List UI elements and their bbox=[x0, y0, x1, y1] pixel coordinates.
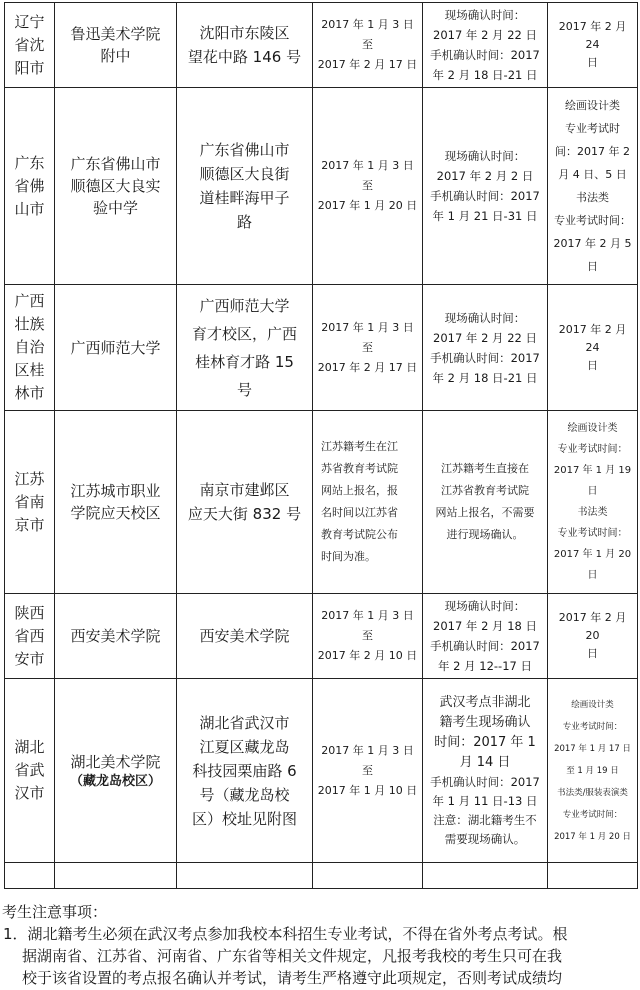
exam-site-table bbox=[4, 2, 638, 889]
confirm-cell: 现场确认时间： 2017 年 2 月 22 日 手机确认时间：2017 年 2 月 18 日-21 日 bbox=[423, 285, 548, 411]
city-cell: 陕西 省西 安市 bbox=[5, 594, 55, 679]
confirm-cell: 武汉考点非湖北 籍考生现场确认 时间：2017 年 1 月 14 日 手机确认时间：2017 年 1 月 11 日-13 日 注意：湖北籍考生不 需要现场确认。 bbox=[423, 679, 548, 863]
address-cell: 湖北省武汉市 江夏区藏龙岛 科技园栗庙路 6 号（藏龙岛校 区）校址见附图 bbox=[177, 679, 313, 863]
confirm-cell: 江苏籍考生直接在 江苏省教育考试院 网站上报名，不需要 进行现场确认。 bbox=[423, 411, 548, 594]
period-cell: 2017 年 1 月 3 日 至 2017 年 2 月 10 日 bbox=[313, 594, 423, 679]
table-row-empty bbox=[5, 863, 638, 889]
address-cell: 广东省佛山市 顺德区大良街 道桂畔海甲子 路 bbox=[177, 88, 313, 285]
city-cell: 江苏 省南 京市 bbox=[5, 411, 55, 594]
school-cell: 江苏城市职业 学院应天校区 bbox=[55, 411, 177, 594]
school-cell: 广西师范大学 bbox=[55, 285, 177, 411]
note-item-1-line: 校于该省设置的考点报名确认并考试，请考生严格遵守此项规定，否则考试成绩均 bbox=[22, 969, 563, 987]
table-row bbox=[5, 679, 638, 863]
school-cell: 西安美术学院 bbox=[55, 594, 177, 679]
school-cell: 鲁迅美术学院 附中 bbox=[55, 3, 177, 88]
confirm-cell: 现场确认时间： 2017 年 2 月 22 日 手机确认时间：2017 年 2 月 18 日-21 日 bbox=[423, 3, 548, 88]
campus-note: （藏龙岛校区） bbox=[69, 773, 161, 789]
period-cell: 2017 年 1 月 3 日 至 2017 年 2 月 17 日 bbox=[313, 3, 423, 88]
school-cell: 湖北美术学院 （藏龙岛校区） bbox=[55, 679, 177, 863]
address-cell: 广西师范大学 育才校区，广西 桂林育才路 15 号 bbox=[177, 285, 313, 411]
notes-title: 考生注意事项： bbox=[2, 903, 108, 921]
address-cell: 南京市建邺区 应天大街 832 号 bbox=[177, 411, 313, 594]
table-row bbox=[5, 88, 638, 285]
city-cell: 广西 壮族 自治 区桂 林市 bbox=[5, 285, 55, 411]
confirm-cell: 现场确认时间： 2017 年 2 月 2 日 手机确认时间：2017 年 1 月 21 日-31 日 bbox=[423, 88, 548, 285]
table-row bbox=[5, 285, 638, 411]
exam-time-cell: 2017 年 2 月 24 日 bbox=[548, 285, 638, 411]
address-cell: 西安美术学院 bbox=[177, 594, 313, 679]
exam-time-cell: 绘画设计类 专业考试时间： 2017 年 1 月 17 日 至 1 月 19 日 书法类/服装表演类 专业考试时间： 2017 年 1 月 20 日 bbox=[548, 679, 638, 863]
table-row bbox=[5, 3, 638, 88]
school-cell: 广东省佛山市 顺德区大良实 验中学 bbox=[55, 88, 177, 285]
note-item-1-line: 据湖南省、江苏省、河南省、广东省等相关文件规定，凡报考我校的考生只可在我 bbox=[22, 947, 563, 965]
period-cell: 江苏籍考生在江 苏省教育考试院 网站上报名，报 名时间以江苏省 教育考试院公布 时间为准。 bbox=[313, 411, 423, 594]
address-cell: 沈阳市东陵区 望花中路 146 号 bbox=[177, 3, 313, 88]
city-cell: 广东 省佛 山市 bbox=[5, 88, 55, 285]
period-cell: 2017 年 1 月 3 日 至 2017 年 1 月 10 日 bbox=[313, 679, 423, 863]
exam-time-cell: 2017 年 2 月 20 日 bbox=[548, 594, 638, 679]
exam-time-cell: 2017 年 2 月 24 日 bbox=[548, 3, 638, 88]
notes-section bbox=[0, 901, 640, 989]
period-cell: 2017 年 1 月 3 日 至 2017 年 2 月 17 日 bbox=[313, 285, 423, 411]
confirm-cell: 现场确认时间： 2017 年 2 月 18 日 手机确认时间：2017 年 2 月 12--17 日 bbox=[423, 594, 548, 679]
city-cell: 湖北 省武 汉市 bbox=[5, 679, 55, 863]
exam-time-cell: 绘画设计类 专业考试时间： 2017 年 1 月 19 日 书法类 专业考试时间： 2017 年 1 月 20 日 bbox=[548, 411, 638, 594]
table-row bbox=[5, 411, 638, 594]
table-row bbox=[5, 594, 638, 679]
exam-time-cell: 绘画设计类 专业考试时 间：2017 年 2 月 4 日、5 日 书法类 专业考试时间： 2017 年 2 月 5 日 bbox=[548, 88, 638, 285]
city-cell: 辽宁 省沈 阳市 bbox=[5, 3, 55, 88]
period-cell: 2017 年 1 月 3 日 至 2017 年 1 月 20 日 bbox=[313, 88, 423, 285]
note-item-1: 1．湖北籍考生必须在武汉考点参加我校本科招生专业考试，不得在省外考点考试。根 bbox=[3, 925, 568, 943]
